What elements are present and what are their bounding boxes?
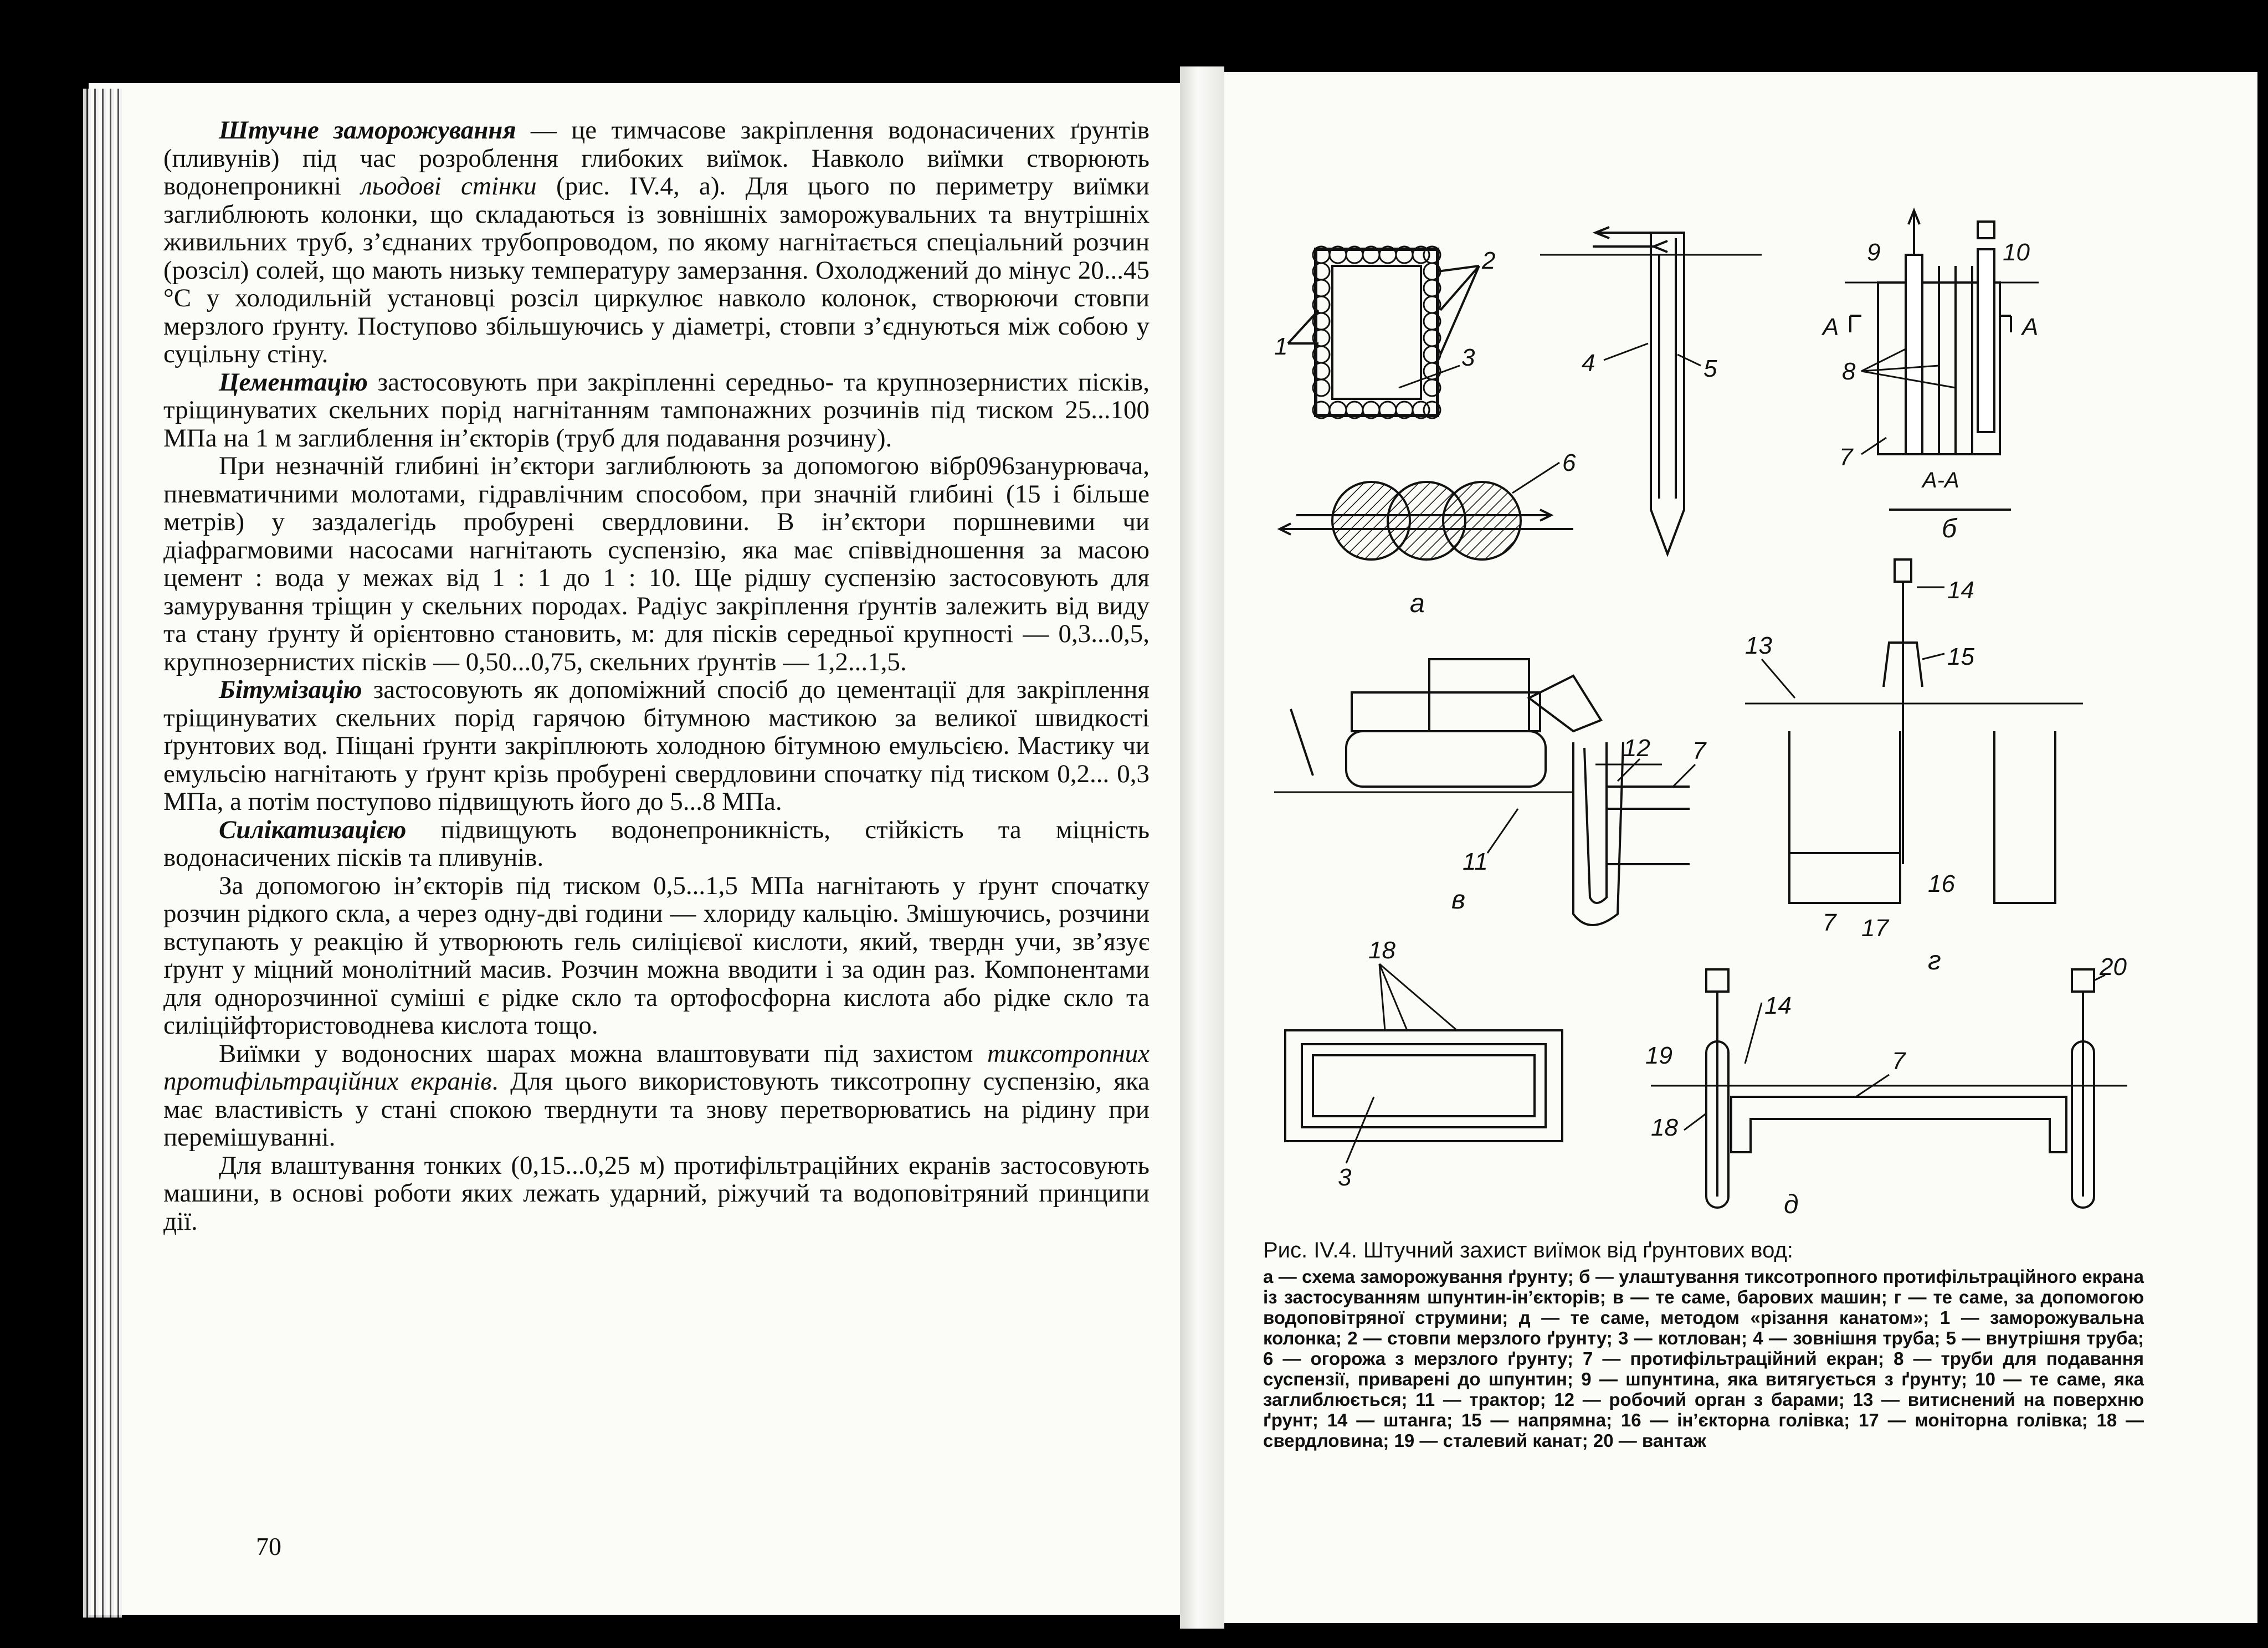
label-9: 9 (1867, 239, 1881, 266)
label-8: 8 (1842, 358, 1856, 385)
label-3-plan: 3 (1338, 1164, 1352, 1191)
diagram-g (1745, 559, 2083, 976)
label-7-g: 7 (1823, 909, 1836, 936)
paragraph-bitumen: Бітумізацію застосовують як допоміжний спосіб до цементації для закріплення тріщинуватих скельних порід гарячою бітумною мастикою за великої швидкості ґрунтових вод. Піщані ґрунти закріплюють холодною бітумною емульсією. Мастику чи емульсію нагнітають у ґрунт крізь пробурені свердловини спочатку під тиском 0,2... 0,3 МПа, а потім поступово підвищують його до 5...8 МПа. (163, 675, 1150, 816)
label-A-left: А (1823, 314, 1839, 341)
label-2: 2 (1482, 247, 1496, 274)
paragraph-thixotropic: Виїмки у водоносних шарах можна влаштовувати під захистом тиксотропних протифільтраційних екранів. Для цього використовують тиксотропну суспензію, яка має властивість у стані спокою тверднути та знову перетворюватись на рідину при перемішуванні. (163, 1039, 1150, 1152)
paragraph-cementation: Цементацію застосовують при закріпленні середньо- та крупнозернистих пісків, тріщинуватих скельних порід нагнітанням тампонажних розчинів під тиском 25...100 МПа на 1 м заглиблення ін’єкторів (труб для подавання розчину). (163, 367, 1150, 453)
label-12: 12 (1623, 735, 1650, 762)
term-silicate: Силікатизацією (219, 815, 407, 844)
caption-title: Рис. IV.4. Штучний захист виїмок від ґрунтових вод: (1263, 1238, 1793, 1262)
term-cementation: Цементацію (219, 367, 368, 397)
label-16: 16 (1928, 870, 1955, 897)
label-18-plan: 18 (1368, 937, 1395, 964)
page-edges (83, 89, 122, 1618)
label-14-d: 14 (1764, 992, 1792, 1019)
label-19: 19 (1645, 1042, 1672, 1069)
paragraph-screens: Для влаштування тонких (0,15...0,25 м) протифільтраційних екранів застосовують машини, в основі роботи яких лежать ударний, ріжучий та водоповітряний принципи дії. (163, 1151, 1150, 1236)
label-18-d: 18 (1651, 1114, 1678, 1141)
paragraph-freezing: Штучне заморожування — це тимчасове закріплення водонасичених ґрунтів (пливунів) під час розроблення глибоких виїмок. Навколо виїмки створюють водонепроникні льодові стінки (рис. IV.4, а). Для цього по периметру виїмки заглиблюють колонки, що складаються із зовнішніх заморожувальних та внутрішніх живильних труб, з’єднаних трубопроводом, по якому нагнітається спеціальний розчин (розсіл) солей, що мають низьку температуру замерзання. Охолоджений до мінус 20...45 °С у холодильній установці розсіл циркулює навколо колонок, створюючи стовпи мерзлого ґрунту. Поступово збільшуючись у діаметрі, стовпи з’єднуються між собою у суцільну стіну. (163, 116, 1150, 368)
subfigure-d: д (1784, 1190, 1799, 1219)
left-page-text (163, 116, 1150, 1235)
paragraph-injectors: При незначній глибині ін’єктори заглиблюють за допомогою вібр096занурювача, пневматичними молотами, гідравлічним способом, при значній глибині (15 і більше метрів) у заздалегідь пробурені свердловини. В ін’єктори поршневими чи діафрагмовими насосами нагнітають суспензію, яка має співвідношення за масою цемент : вода у межах від 1 : 1 до 1 : 10. Ще рідшу суспензію застосовують для замурування тріщин у скельних породах. Радіус закріплення ґрунтів залежить від виду та стану ґрунту й орієнтовно становить, м: для пісків середньої крупності — 0,3...0,5, крупнозернистих пісків — 0,50...0,75, скельних ґрунтів — 1,2...1,5. (163, 451, 1150, 676)
label-11: 11 (1463, 848, 1488, 875)
term-freezing: Штучне заморожування (219, 116, 516, 145)
label-1: 1 (1274, 333, 1288, 360)
figure-iv4 (1263, 199, 2127, 1224)
label-A-right: А (2022, 314, 2039, 341)
diagram-a-section (1280, 449, 1576, 618)
label-4: 4 (1582, 350, 1595, 377)
paragraph-silicate-detail: За допомогою ін’єкторів під тиском 0,5...1,5 МПа нагнітають у ґрунт спочатку розчин рідкого скла, а через одну-дві години — хлориду кальцію. Змішуючись, розчини вступають у реакцію й утворюють гель силіцієвої кислоти, який, твердн учи, зв’язує ґрунт у міцний монолітний масив. Розчин можна вводити і за один раз. Компонентами для однорозчинної суміші є рідке скло та ортофосфорна кислота або рідке скло та силіційфтористоводнева кислота тощо. (163, 871, 1150, 1040)
label-3: 3 (1461, 344, 1475, 371)
diagram-d (1645, 953, 2127, 1219)
label-20: 20 (2100, 953, 2127, 980)
diagram-b (1821, 211, 2039, 543)
label-14-g: 14 (1947, 577, 1974, 604)
freezing-column (1540, 227, 1762, 554)
diagram-a-plan (1274, 247, 1495, 418)
term-bitumen: Бітумізацію (219, 675, 362, 704)
label-5: 5 (1703, 355, 1717, 382)
subfigure-v: в (1451, 885, 1466, 915)
page-number: 70 (256, 1532, 281, 1560)
diagram-v (1274, 659, 1707, 925)
label-10: 10 (2003, 239, 2030, 266)
label-6: 6 (1562, 449, 1576, 476)
label-17: 17 (1861, 915, 1889, 942)
book-spine (1180, 66, 1224, 1629)
label-13: 13 (1745, 632, 1772, 659)
label-7-d: 7 (1892, 1048, 1906, 1075)
subfigure-g: г (1928, 946, 1941, 976)
label-section-AA: А-А (1922, 468, 1959, 492)
label-7-b: 7 (1839, 444, 1853, 471)
paragraph-silicate: Силікатизацією підвищують водонепроникність, стійкість та міцність водонасичених пісків та пливунів. (163, 815, 1150, 872)
subfigure-b: б (1942, 514, 1957, 543)
label-7-v: 7 (1692, 737, 1706, 764)
caption-body: а — схема заморожування ґрунту; б — улаштування тиксотропного протифільтраційного екрана із застосуванням шпунтин-ін’єкторів; в — те саме, барових машин; г — те саме, за допомогою водоповітряної струмини; д — те саме, методом «різання канатом»; 1 — заморожувальна колонка; 2 — стовпи мерзлого ґрунту; 3 — котлован; 4 — зовнішня труба; 5 — внутрішня труба; 6 — огорожа з мерзлого ґрунту; 7 — протифільтраційний екран; 8 — труби для подавання суспензії, приварені до шпунтин; 9 — шпунтина, яка витягується з ґрунту; 10 — те саме, яка заглиблюється; 11 — трактор; 12 — робочий орган з барами; 13 — витиснений на поверхню ґрунт; 14 — штанга; 15 — напрямна; 16 — ін’єкторна голівка; 17 — моніторна голівка; 18 — свердловина; 19 — сталевий канат; 20 — вантаж (1263, 1266, 2144, 1451)
label-15: 15 (1947, 643, 1974, 670)
subfigure-a: а (1410, 589, 1425, 618)
diagram-d-plan (1285, 937, 1562, 1191)
figure-caption (1263, 1238, 2144, 1451)
